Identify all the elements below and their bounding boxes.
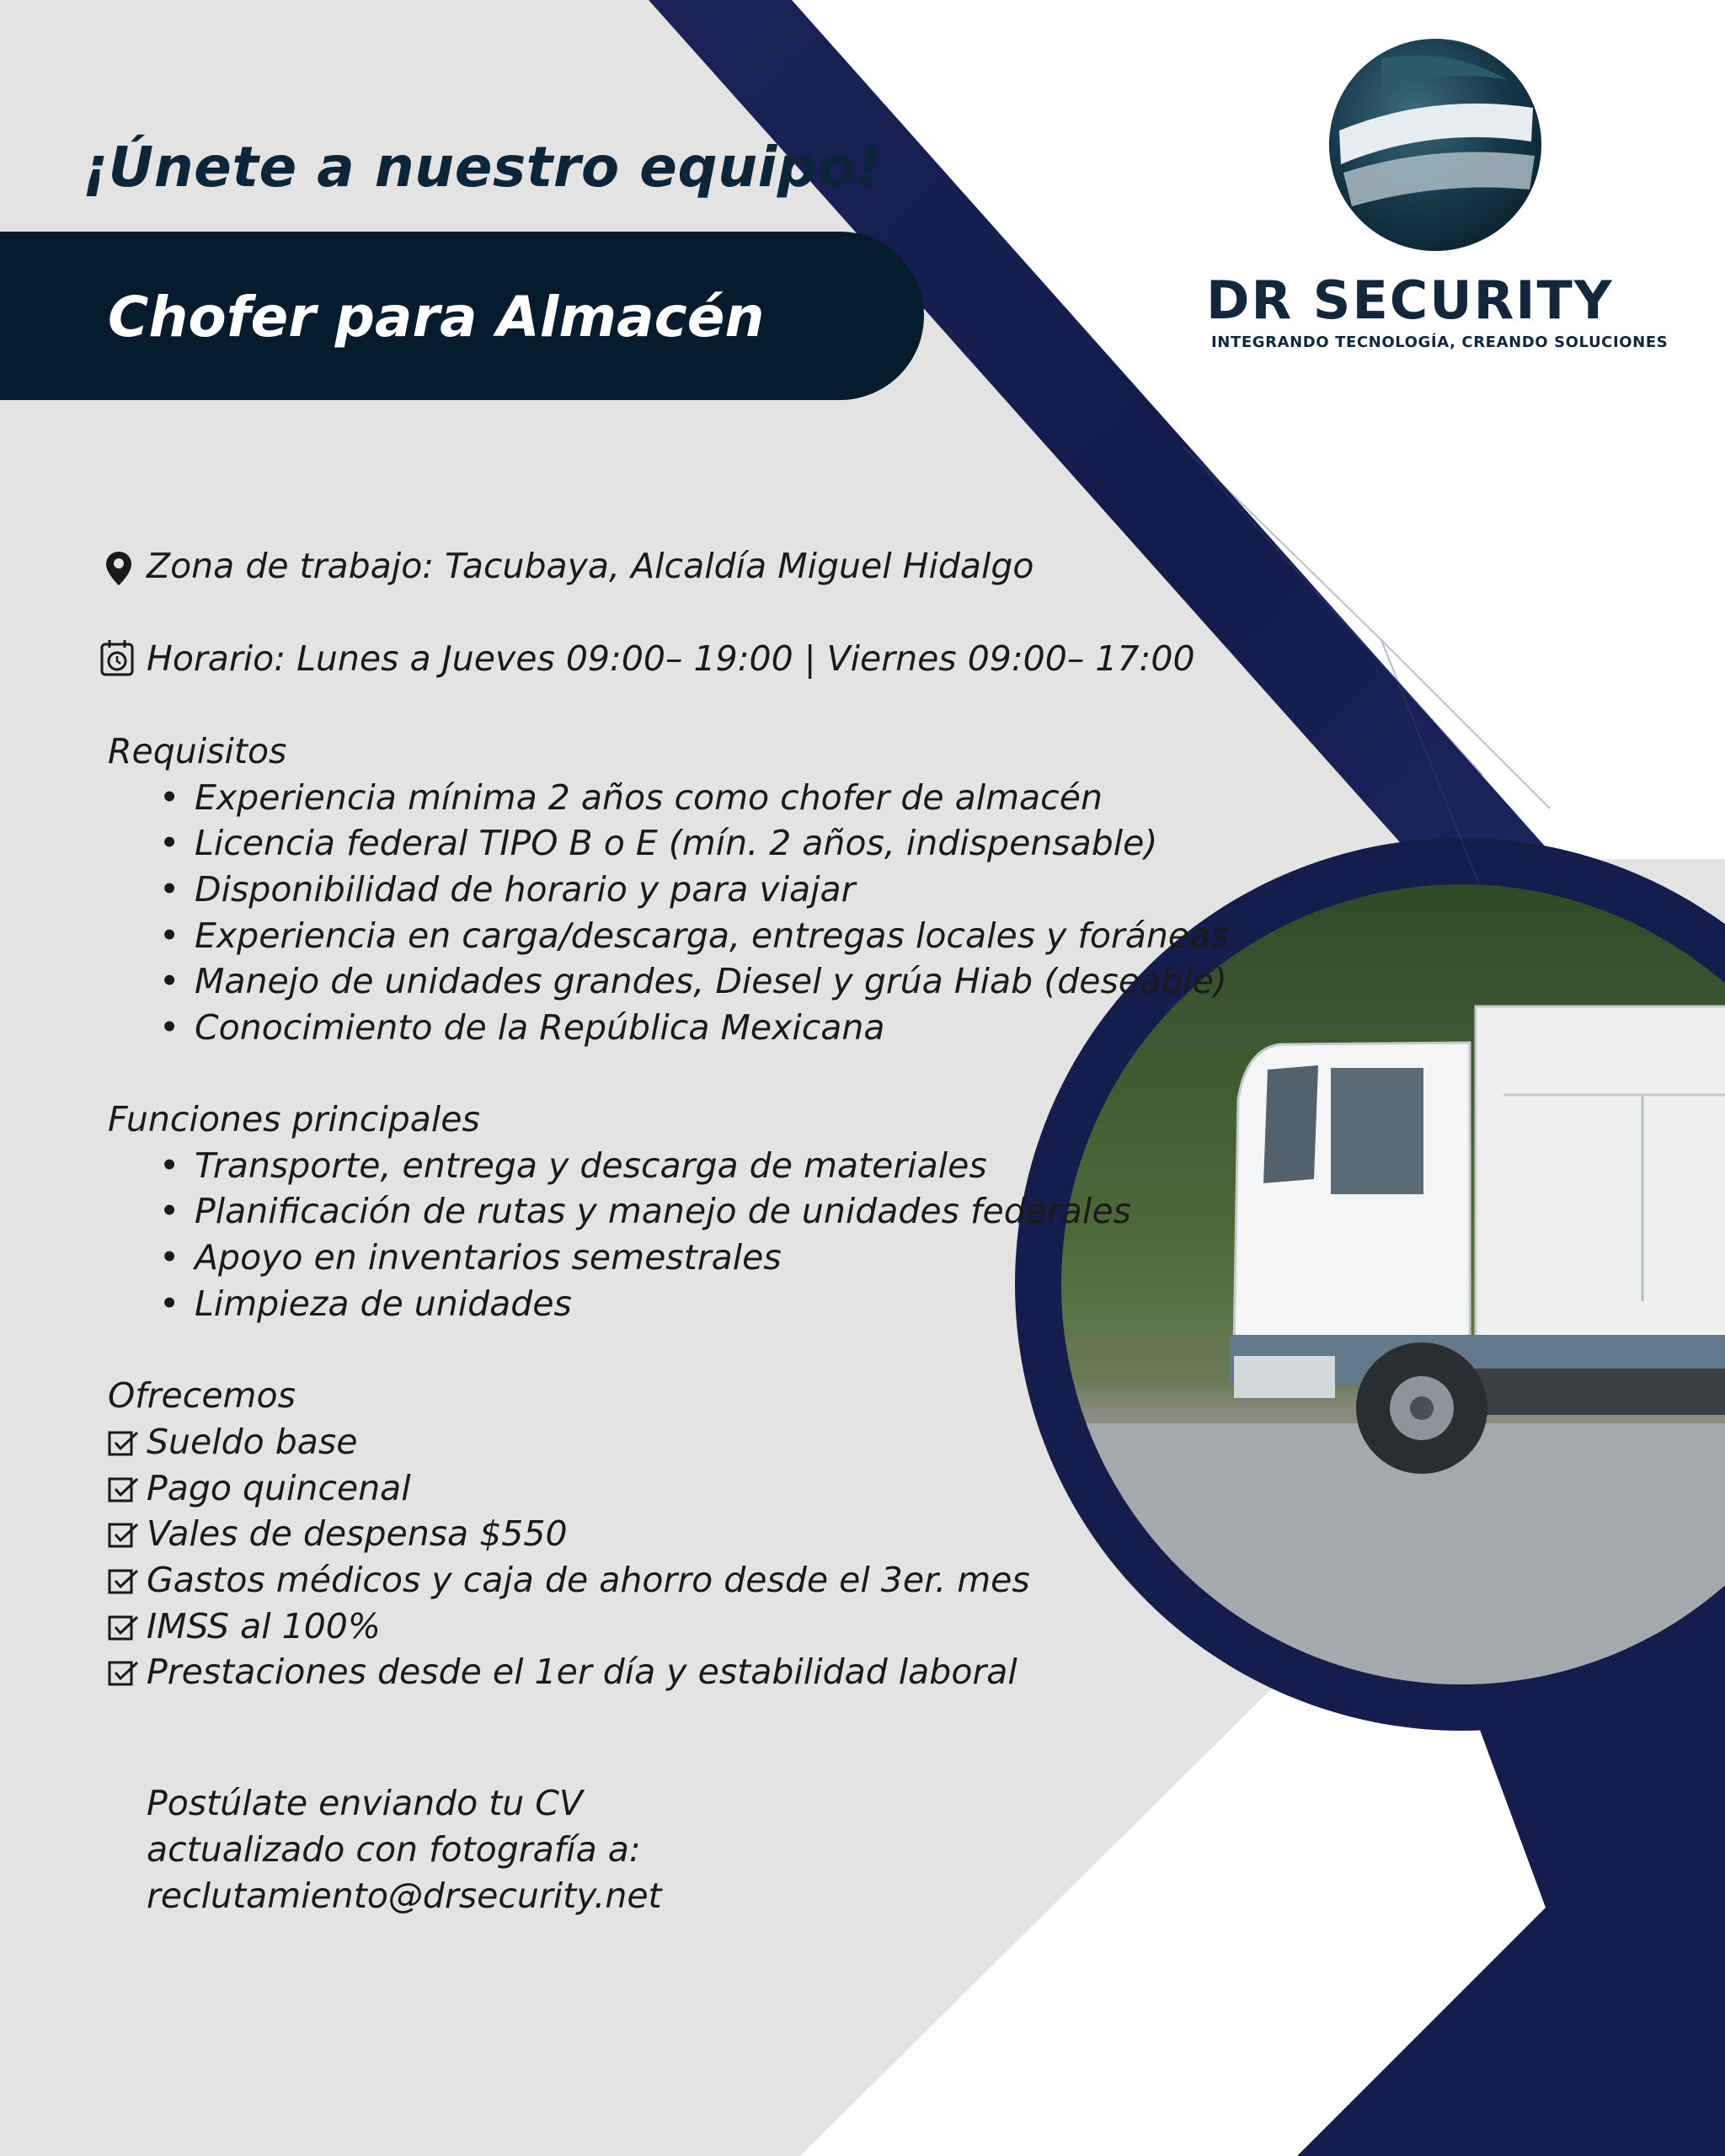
function-item: • Transporte, entrega y descarga de materiales [195, 1145, 987, 1186]
function-item: • Apoyo en inventarios semestrales [195, 1237, 782, 1278]
offers-title: Ofrecemos [108, 1375, 296, 1416]
calendar-clock-icon [99, 638, 135, 677]
requirement-item: • Licencia federal TIPO B o E (mín. 2 años, indispensable) [195, 823, 1157, 863]
offer-item: IMSS al 100% [147, 1606, 381, 1646]
offer-item: Sueldo base [147, 1422, 358, 1462]
offer-item: Vales de despensa $550 [147, 1513, 568, 1554]
requirement-item: • Conocimiento de la República Mexicana [195, 1007, 885, 1048]
offer-item: Prestaciones desde el 1er día y estabilidad laboral [147, 1652, 1017, 1692]
page-heading: ¡Únete a nuestro equipo! [83, 135, 882, 200]
offer-item: Gastos médicos y caja de ahorro desde el 3er. mes [147, 1560, 1030, 1600]
schedule-text: Horario: Lunes a Jueves 09:00– 19:00 | Viernes 09:00– 17:00 [147, 638, 1195, 679]
logo-tagline: INTEGRANDO TECNOLOGÍA, CREANDO SOLUCIONES [1211, 334, 1669, 351]
apply-email[interactable]: reclutamiento@drsecurity.net [147, 1876, 662, 1916]
globe-logo-icon [1329, 39, 1541, 251]
requirement-item: • Experiencia en carga/descarga, entregas locales y foráneas [195, 915, 1229, 956]
logo-brand-name: DR SECURITY [1206, 270, 1614, 331]
offer-item: Pago quincenal [147, 1468, 411, 1508]
check-square-icon [108, 1614, 140, 1642]
requirement-item: • Manejo de unidades grandes, Diesel y grúa Hiab (deseable) [195, 961, 1227, 1001]
requirement-item: • Disponibilidad de horario y para viajar [195, 869, 856, 910]
requirement-item: • Experiencia mínima 2 años como chofer de almacén [195, 777, 1103, 818]
map-pin-icon [104, 550, 133, 587]
check-square-icon [108, 1659, 140, 1688]
check-square-icon [108, 1567, 140, 1596]
apply-line-1: Postúlate enviando tu CV [147, 1783, 583, 1823]
function-item: • Limpieza de unidades [195, 1283, 572, 1324]
job-title: Chofer para Almacén [108, 285, 765, 350]
functions-title: Funciones principales [108, 1099, 480, 1139]
function-item: • Planificación de rutas y manejo de unidades federales [195, 1191, 1131, 1231]
apply-line-2: actualizado con fotografía a: [147, 1829, 641, 1870]
work-zone-text: Zona de trabajo: Tacubaya, Alcaldía Miguel Hidalgo [147, 546, 1034, 586]
check-square-icon [108, 1429, 140, 1458]
requirements-title: Requisitos [108, 731, 287, 771]
check-square-icon [108, 1521, 140, 1550]
check-square-icon [108, 1476, 140, 1504]
